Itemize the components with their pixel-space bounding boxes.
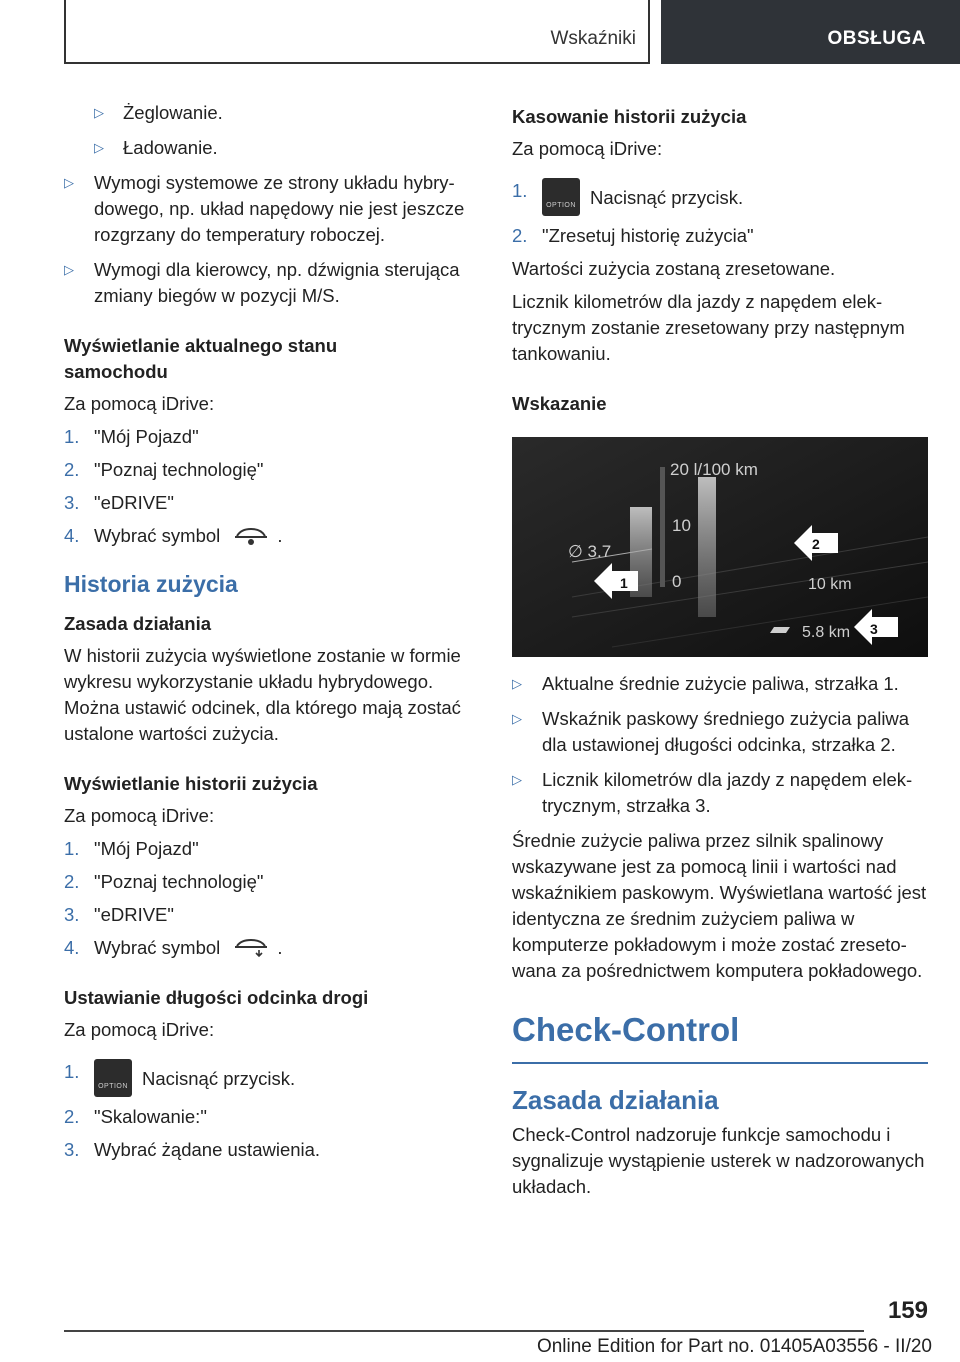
left-column	[64, 100, 480, 1170]
svg-text:2: 2	[812, 536, 820, 552]
paragraph: Za pomocą iDrive:	[64, 1019, 215, 1040]
consumption-display-graphic	[512, 437, 928, 657]
triangle-bullet-icon: ▷	[94, 140, 104, 155]
section-heading: Kasowanie historii zużycia	[512, 106, 747, 127]
scale-zero-label: 0	[672, 572, 682, 591]
triangle-bullet-icon: ▷	[64, 175, 74, 190]
header-chapter-tab	[661, 0, 960, 64]
scale-mid-label: 10	[672, 516, 691, 535]
header-chapter-label: OBSŁUGA	[827, 28, 926, 49]
right-column	[512, 100, 928, 1207]
footer-rule	[64, 1330, 864, 1332]
check-control-title: Check-Control	[512, 1010, 928, 1064]
paragraph: Check-Control nadzoruje funkcje samochodu i sygnalizuje wystąpienie usterek w nadzorowanych układach.	[512, 1124, 925, 1197]
triangle-bullet-icon: ▷	[512, 676, 522, 691]
average-consumption-label: ∅ 3.7	[568, 542, 612, 561]
numbered-step: 4. Wybrać symbol .	[64, 937, 283, 958]
display-screenshot	[512, 437, 928, 657]
paragraph: Wartości zużycia zostaną zresetowane.	[512, 258, 836, 279]
section-heading: Wyświetlanie aktualnego stanu samochodu	[64, 335, 338, 382]
option-button-icon: OPTION	[542, 178, 580, 216]
numbered-step: 1. OPTION Nacisnąć przycisk.	[64, 1059, 480, 1097]
option-button-icon: OPTION	[94, 1059, 132, 1097]
header-left-rule	[64, 0, 66, 64]
paragraph: Za pomocą iDrive:	[64, 805, 215, 826]
footer-edition: Online Edition for Part no. 01405A03556 - II/20	[536, 1336, 932, 1357]
page-number: 159	[887, 1297, 928, 1324]
scale-top-label: 20 l/100 km	[670, 460, 758, 479]
svg-text:3: 3	[870, 621, 878, 637]
numbered-step: 1. OPTION Nacisnąć przycisk.	[512, 178, 928, 216]
list-item: ▷ Wymogi dla kierowcy, np. dźwignia sterująca zmiany biegów w pozycji M/S.	[64, 259, 460, 306]
ev-distance-label: 5.8 km	[802, 624, 851, 641]
header-bottom-rule	[64, 62, 650, 64]
paragraph: Licznik kilometrów dla jazdy z napędem elektrycznym zostanie zresetowany przy następnym tankowaniu.	[512, 291, 905, 364]
section-heading: Zasada działania	[64, 613, 212, 634]
svg-text:1: 1	[620, 575, 628, 591]
numbered-step: 3. Wybrać żądane ustawienia.	[64, 1139, 321, 1160]
history-title: Historia zużycia	[64, 571, 238, 597]
list-item: ▷ Ładowanie.	[64, 135, 480, 161]
numbered-step: 3. "eDRIVE"	[64, 904, 174, 925]
triangle-bullet-icon: ▷	[94, 105, 104, 120]
paragraph: Za pomocą iDrive:	[512, 138, 663, 159]
list-item: ▷ Licznik kilometrów dla jazdy z napędem elektrycznym, strzałka 3.	[512, 769, 913, 816]
list-item: ▷ Żeglowanie.	[64, 100, 480, 126]
section-heading: Zasada działania	[512, 1085, 719, 1115]
triangle-bullet-icon: ▷	[64, 262, 74, 277]
section-heading: Wyświetlanie historii zużycia	[64, 773, 318, 794]
numbered-step: 2. "Zresetuj historię zużycia"	[512, 225, 754, 246]
numbered-step: 4. Wybrać symbol .	[64, 525, 283, 546]
triangle-bullet-icon: ▷	[512, 772, 522, 787]
list-item: ▷ Wymogi systemowe ze strony układu hybrydowego, np. układ napędowy nie jest jeszcze rozgrzany do temperatury roboczej.	[64, 172, 465, 245]
numbered-step: 2. "Poznaj technologię"	[64, 459, 264, 480]
section-heading: Ustawianie długości odcinka drogi	[64, 987, 369, 1008]
list-item: ▷ Aktualne średnie zużycie paliwa, strzałka 1.	[512, 671, 928, 697]
numbered-step: 1. "Mój Pojazd"	[64, 426, 199, 447]
list-item: ▷ Wskaźnik paskowy średniego zużycia paliwa dla ustawionej długości odcinka, strzałka 2.	[512, 708, 910, 755]
segment-length-label: 10 km	[808, 576, 852, 593]
car-history-icon	[231, 936, 271, 958]
paragraph: Za pomocą iDrive:	[64, 393, 215, 414]
numbered-step: 2. "Poznaj technologię"	[64, 871, 264, 892]
numbered-step: 3. "eDRIVE"	[64, 492, 174, 513]
section-heading: Wskazanie	[512, 393, 607, 414]
header-divider	[648, 0, 650, 64]
header-section-title: Wskaźniki	[550, 28, 636, 49]
triangle-bullet-icon: ▷	[512, 711, 522, 726]
car-status-icon	[231, 524, 271, 546]
paragraph: Średnie zużycie paliwa przez silnik spalinowy wskazywane jest za pomocą linii i wartości nad wskaźnikiem paskowym. Wyświetlana wartość jest identyczna ze średnim zużyciem paliwa w komputerze pokładowym i może zostać zresetowana za pośrednictwem komputera pokładowego.	[512, 830, 927, 981]
paragraph: W historii zużycia wyświetlone zostanie w formie wykresu wykorzystanie układu hybrydowego. Można ustawić odcinek, dla którego mają zostać ustalone wartości zużycia.	[64, 645, 461, 744]
numbered-step: 1. "Mój Pojazd"	[64, 838, 199, 859]
numbered-step: 2. "Skalowanie:"	[64, 1106, 207, 1127]
